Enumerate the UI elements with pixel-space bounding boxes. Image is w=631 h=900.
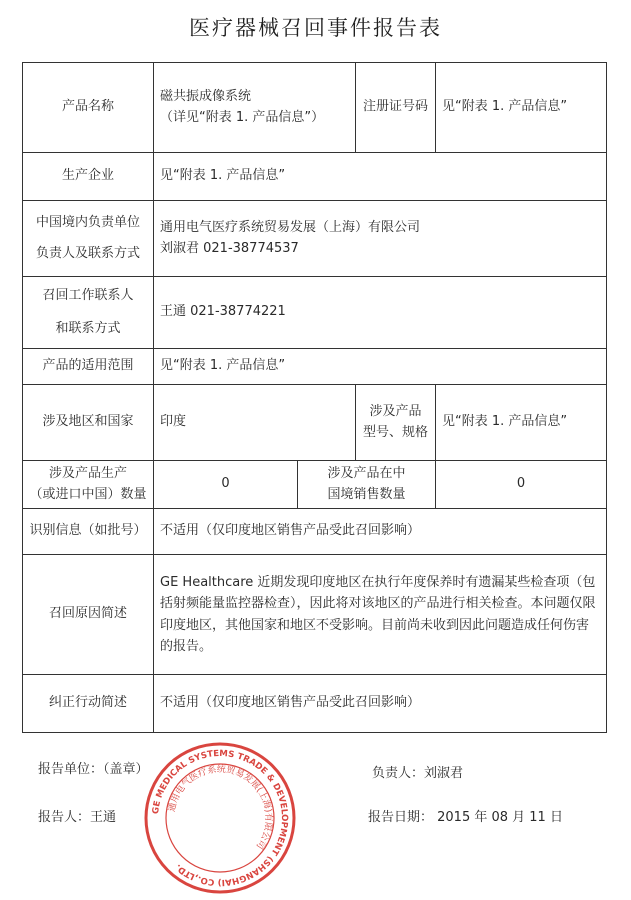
- registration-label: 注册证号码: [356, 63, 436, 153]
- seal-inner-circle: [166, 764, 274, 872]
- row-quantity: [23, 461, 607, 509]
- report-date: 报告日期： 2015 年 08 月 11 日: [368, 810, 563, 825]
- report-form: [22, 62, 607, 733]
- seal-inner-textpath: 通用电气医疗系统贸易发展(上海)有限公司: [167, 764, 274, 851]
- manufacturer-label: 生产企业: [23, 153, 154, 201]
- row-scope: [23, 349, 607, 385]
- china-unit-label-line2: 负责人及联系方式: [35, 245, 140, 261]
- page-title: 医疗器械召回事件报告表: [189, 16, 442, 40]
- row-reason: [23, 555, 607, 675]
- china-unit-label-line1: 中国境内负责单位: [35, 215, 140, 231]
- company-seal-stamp: [140, 738, 300, 898]
- recall-contact-label-line1: 召回工作联系人: [42, 288, 134, 304]
- china-unit-label: [23, 201, 154, 277]
- scope-value: 见“附表 1. 产品信息”: [154, 349, 607, 385]
- scope-label: 产品的适用范围: [23, 349, 154, 385]
- registration-value: 见“附表 1. 产品信息”: [436, 63, 607, 153]
- row-identification: [23, 509, 607, 555]
- reason-label: 召回原因简述: [23, 555, 154, 675]
- china-unit-value: 通用电气医疗系统贸易发展（上海）有限公司 刘淑君 021-38774537: [154, 201, 607, 277]
- recall-contact-label-line2: 和联系方式: [55, 320, 121, 336]
- row-corrective: [23, 675, 607, 733]
- corrective-label: 纠正行动简述: [23, 675, 154, 733]
- manufacturer-value: 见“附表 1. 产品信息”: [154, 153, 607, 201]
- responsible-person: 负责人：刘淑君: [372, 766, 464, 781]
- corrective-value: 不适用（仅印度地区销售产品受此召回影响）: [154, 675, 607, 733]
- china-quantity-label: 涉及产品在中 国境销售数量: [298, 461, 436, 509]
- reporter-name: 报告人：王通: [38, 810, 117, 825]
- reason-value: GE Healthcare 近期发现印度地区在执行年度保养时有遗漏某些检查项（包括射频能量监控器检查），因此将对该地区的产品进行相关检查。本问题仅限印度地区，其他国家和地区不受影响。目前尚未收到因此问题造成任何伤害的报告。: [154, 555, 607, 675]
- model-label: 涉及产品 型号、规格: [356, 385, 436, 461]
- quantity-label: 涉及产品生产 （或进口中国）数量: [23, 461, 154, 509]
- model-value: 见“附表 1. 产品信息”: [436, 385, 607, 461]
- row-region: [23, 385, 607, 461]
- row-recall-contact: [23, 277, 607, 349]
- recall-contact-value: 王通 021-38774221: [154, 277, 607, 349]
- row-product-name: [23, 63, 607, 153]
- seal-ring-textpath: GE MEDICAL SYSTEMS TRADE & DEVELOPMENT (SHANGHAI) CO.,LTD.: [151, 748, 290, 888]
- product-name-value: 磁共振成像系统 （详见“附表 1. 产品信息”）: [154, 63, 356, 153]
- china-quantity-value: 0: [436, 461, 607, 509]
- quantity-value: 0: [154, 461, 298, 509]
- region-label: 涉及地区和国家: [23, 385, 154, 461]
- product-name-label: 产品名称: [23, 63, 154, 153]
- row-china-unit: [23, 201, 607, 277]
- row-manufacturer: [23, 153, 607, 201]
- seal-inner-text: [166, 763, 275, 851]
- recall-contact-label: [23, 277, 154, 349]
- report-unit-label: 报告单位：（盖章）: [38, 762, 149, 777]
- identification-label: 识别信息（如批号）: [23, 509, 154, 555]
- identification-value: 不适用（仅印度地区销售产品受此召回影响）: [154, 509, 607, 555]
- region-value: 印度: [154, 385, 356, 461]
